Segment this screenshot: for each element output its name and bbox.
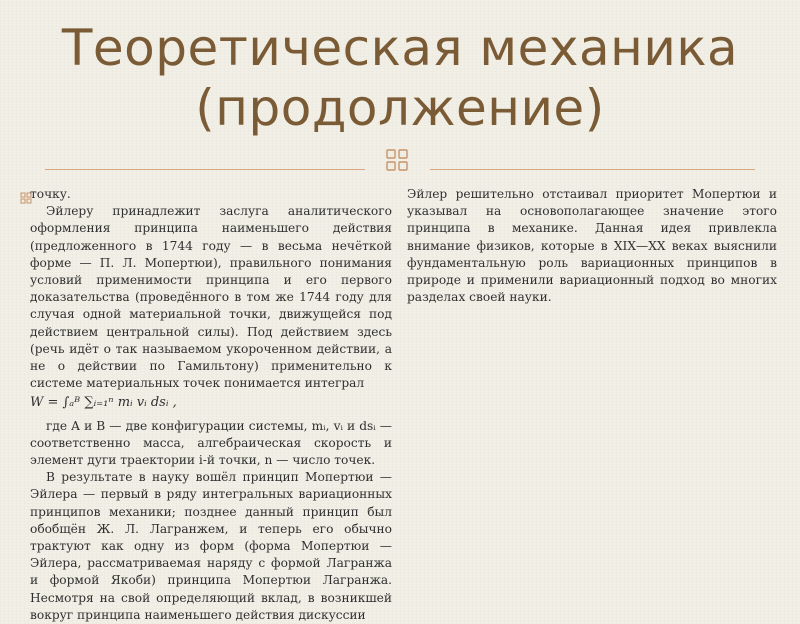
left-paragraph-1: Эйлеру принадлежит заслуга аналитического оформления принципа наименьшего действия (предложенного в 1744 году — в весьма нечёткой форме — П. Л. Мопертюи), правильного понимания условий применимости принципа и его первого доказательства (проведённого в том же 1744 году для случая одной материальной точки, движущейся под действием центральной силы). Под действием здесь (речь идёт о так называемом укороченном действии, а не о действии по Гамильтону) применительно к системе материальных точек понимается интеграл bbox=[30, 204, 392, 391]
slide-title bbox=[0, 18, 800, 138]
left-line0: точку. bbox=[30, 187, 71, 201]
left-paragraph-2: где A и B — две конфигурации системы, mᵢ, vᵢ и dsᵢ — соответственно масса, алгебраическая скорость и элемент дуги траектории i-й точки, n — число точек. bbox=[30, 418, 392, 468]
right-paragraph-1: Эйлер решительно отстаивал приоритет Мопертюи и указывал на основополагающее значение этого принципа в механике. Данная идея привлекла внимание физиков, которые в XIX—XX веках выяснили фундаментальную роль вариационных принципов в природе и применили вариационный подход во многих разделах своей науки. bbox=[407, 187, 777, 305]
left-text-column bbox=[30, 186, 392, 624]
title-divider-left bbox=[45, 169, 365, 170]
left-paragraph-3: В результате в науку вошёл принцип Мопертюи — Эйлера — первый в ряду интегральных вариационных принципов механики; позднее данный принцип был обобщён Ж. Л. Лагранжем, и теперь его обычно трактуют как одну из форм (форма Мопертюи — Эйлера, рассматриваемая наряду с формой Лагранжа и формой Якоби) принципа Мопертюи Лагранжа. Несмотря на свой определяющий вклад, в возникшей вокруг принципа наименьшего действия дискуссии bbox=[30, 470, 392, 622]
action-integral-formula: W = ∫ₐᴮ ∑ᵢ₌₁ⁿ mᵢ vᵢ dsᵢ , bbox=[30, 395, 177, 411]
slide-title-line1: Теоретическая механика bbox=[61, 19, 739, 77]
fleur-ornament-icon bbox=[379, 142, 415, 178]
slide-title-line2: (продолжение) bbox=[195, 79, 605, 137]
title-divider-right bbox=[430, 169, 755, 170]
right-text-column bbox=[407, 186, 777, 306]
